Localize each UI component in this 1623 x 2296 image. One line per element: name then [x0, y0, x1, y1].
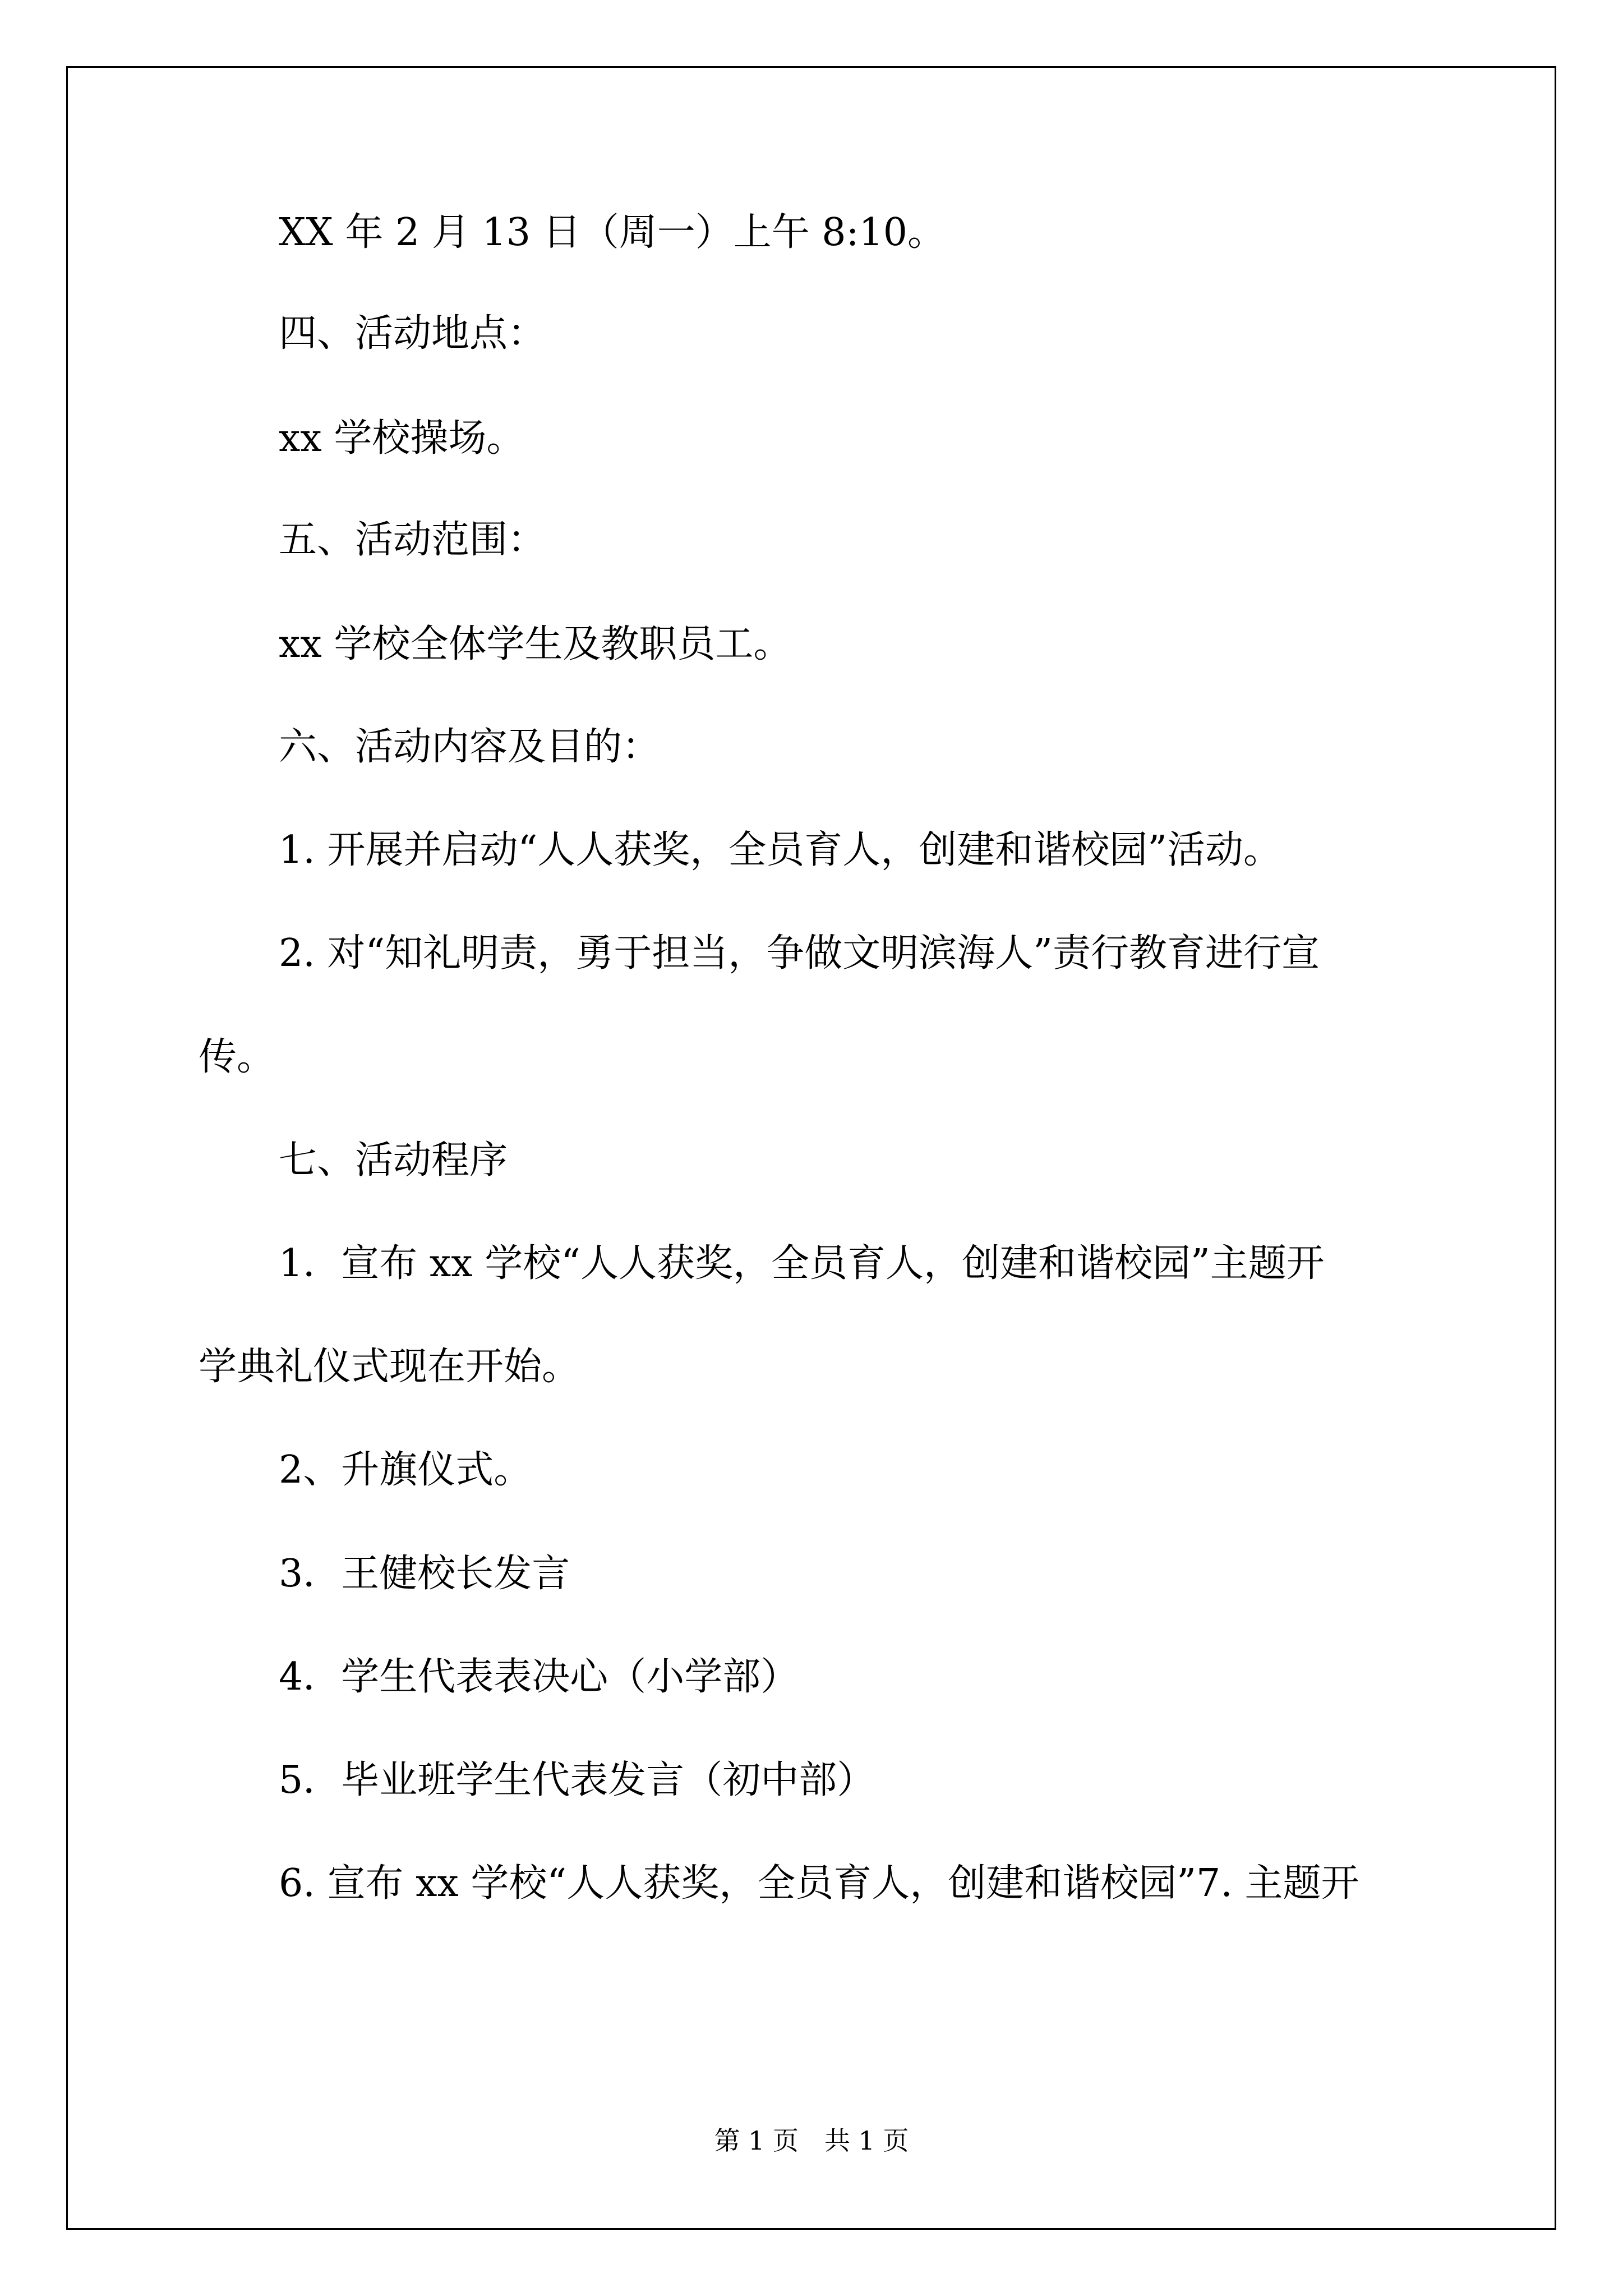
text-line-heading-content: 六、活动内容及目的： [279, 725, 661, 769]
text-line-program-2: 2、升旗仪式。 [279, 1448, 532, 1492]
text-line-program-1: 1．宣布 xx 学校“人人获奖，全员育人，创建和谐校园”主题开 [279, 1241, 1325, 1286]
page-footer: 第 1 页 共 1 页 [714, 2125, 909, 2156]
text-line-program-4: 4．学生代表表决心（小学部） [279, 1655, 799, 1699]
text-line-heading-location: 四、活动地点： [279, 311, 546, 356]
text-line-content-2-cont: 传。 [199, 1035, 275, 1079]
text-line-location: xx 学校操场。 [279, 416, 525, 461]
text-line-content-1: 1. 开展并启动“人人获奖，全员育人，创建和谐校园”活动。 [279, 828, 1282, 872]
text-line-program-3: 3．王健校长发言 [279, 1552, 570, 1596]
text-line-date: XX 年 2 月 13 日（周一）上午 8:10。 [279, 210, 946, 255]
text-line-content-2: 2. 对“知礼明责，勇于担当，争做文明滨海人”责行教育进行宣 [279, 931, 1320, 976]
text-line-heading-scope: 五、活动范围： [279, 518, 546, 562]
text-line-program-1-cont: 学典礼仪式现在开始。 [199, 1345, 580, 1389]
text-line-program-6: 6. 宣布 xx 学校“人人获奖，全员育人，创建和谐校园”7. 主题开 [279, 1861, 1359, 1906]
text-line-heading-program: 七、活动程序 [279, 1138, 508, 1182]
text-line-program-5: 5．毕业班学生代表发言（初中部） [279, 1758, 875, 1802]
text-line-scope: xx 学校全体学生及教职员工。 [279, 622, 792, 666]
